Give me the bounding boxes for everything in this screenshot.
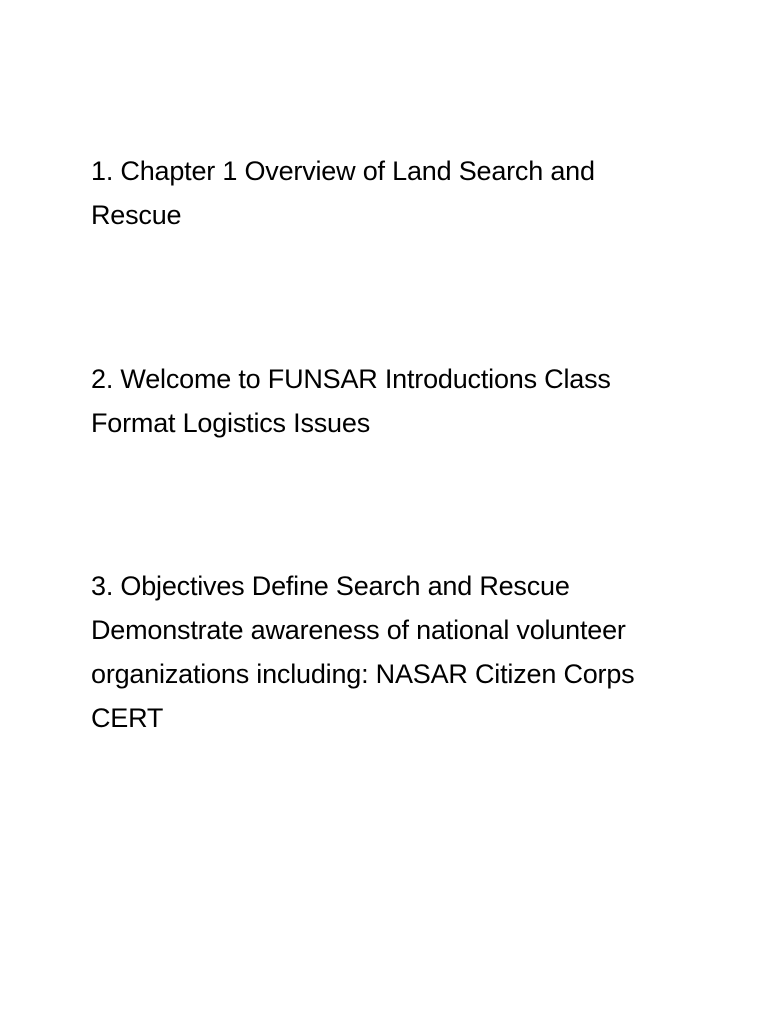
list-item: 3. Objectives Define Search and Rescue Demonstrate awareness of national volunteer organizations including: NASAR Citizen Corps CERT <box>91 571 635 733</box>
list-item: 1. Chapter 1 Overview of Land Search and Rescue <box>91 156 595 230</box>
list-item: 2. Welcome to FUNSAR Introductions Class Format Logistics Issues <box>91 364 611 438</box>
